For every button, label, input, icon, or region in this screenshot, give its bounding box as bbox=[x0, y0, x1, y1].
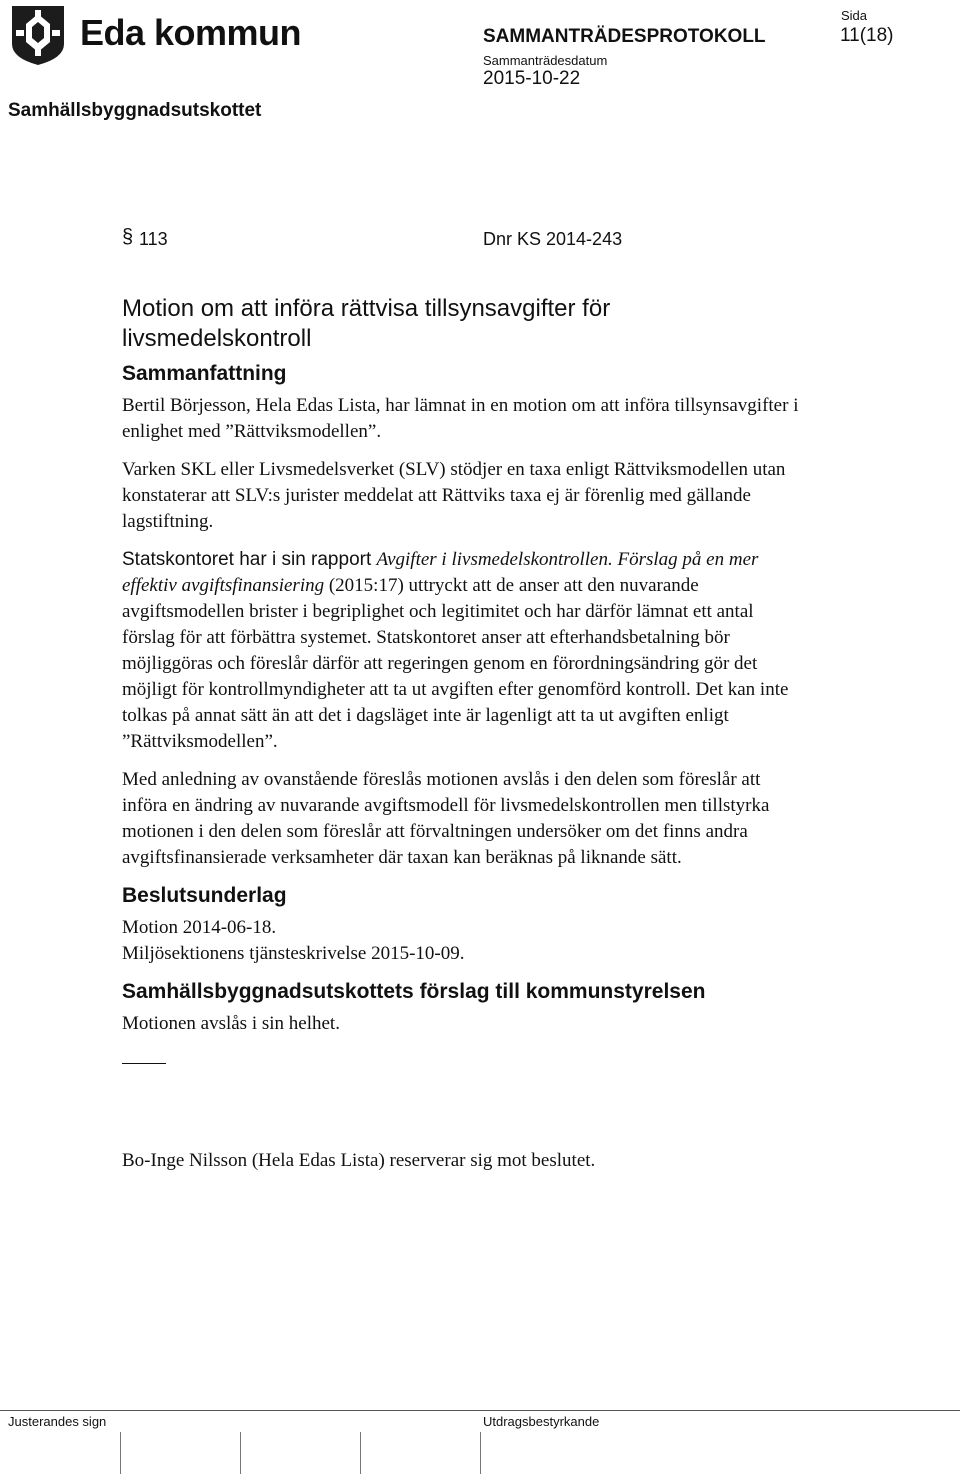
summary-heading: Sammanfattning bbox=[122, 362, 287, 385]
signature-box-divider bbox=[240, 1432, 241, 1474]
summary-paragraph-2: Varken SKL eller Livsmedelsverket (SLV) stödjer en taxa enligt Rättviksmodellen utan konstaterar att SLV:s jurister meddelat att Rättviks taxa ej är förenlig med gällande lagstiftning. bbox=[122, 459, 786, 532]
case-title-line-2: livsmedelskontroll bbox=[122, 325, 312, 352]
page-number: 11(18) bbox=[840, 25, 894, 46]
summary-paragraph-1: Bertil Börjesson, Hela Edas Lista, har lämnat in en motion om att införa tillsynsavgifter i enlighet med ”Rättviksmodellen”. bbox=[122, 395, 799, 442]
separator-line bbox=[122, 1063, 166, 1064]
summary-paragraph-4: Med anledning av ovanstående föreslås motionen avslås i den delen som föreslår att införa en ändring av nuvarande avgiftsmodell för livsmedelskontrollen men tillstyrka motionen i den delen som föreslår att förvaltningen undersöker om det finns andra avgiftsfinansierade verksamheter där taxan kan beräknas på liknande sätt. bbox=[122, 769, 770, 868]
registration-number: Dnr KS 2014-243 bbox=[483, 229, 623, 249]
logo-wordmark: Eda kommun bbox=[80, 12, 302, 53]
proposal-text: Motionen avslås i sin helhet. bbox=[122, 1013, 340, 1034]
committee-name: Samhällsbyggnadsutskottet bbox=[8, 100, 262, 121]
footer-divider bbox=[0, 1410, 960, 1411]
signature-box-divider bbox=[120, 1432, 121, 1474]
proposal-heading: Samhällsbyggnadsutskottets förslag till kommunstyrelsen bbox=[122, 980, 706, 1003]
extract-certification-label: Utdragsbestyrkande bbox=[483, 1414, 600, 1429]
report-intro: Statskontoret har i sin rapport bbox=[122, 549, 377, 570]
signature-box-divider bbox=[480, 1432, 481, 1474]
section-sign: § bbox=[122, 226, 134, 248]
adjuster-sign-label: Justerandes sign bbox=[8, 1414, 107, 1429]
meeting-date-label: Sammanträdesdatum bbox=[483, 53, 608, 68]
case-number: 113 bbox=[139, 229, 168, 249]
decision-basis-heading: Beslutsunderlag bbox=[122, 884, 287, 907]
reservation-text: Bo-Inge Nilsson (Hela Edas Lista) reserverar sig mot beslutet. bbox=[122, 1150, 596, 1171]
report-text: (2015:17) uttryckt att de anser att den nuvarande avgiftsmodellen brister i begriplighet och legitimitet och har därför lämnat ett antal förslag för att förbättra systemet. Statskontoret anser att efterhandsbetalning bör möjliggöras och föreslår därför att regeringen genom en förordningsändring gör det möjligt för kontrollmyndigheter att ta ut avgiften efter genomförd kontroll. Det kan inte tolkas på annat sätt än att det i dagsläget inte är lagenligt att ta ut avgiften enligt ”Rättviksmodellen”. bbox=[122, 575, 789, 752]
document-type: SAMMANTRÄDESPROTOKOLL bbox=[483, 26, 766, 47]
protocol-body bbox=[122, 294, 802, 1184]
summary-paragraph-3 bbox=[122, 547, 802, 755]
municipality-logo-icon bbox=[8, 4, 68, 66]
signature-box-divider bbox=[360, 1432, 361, 1474]
case-title bbox=[122, 294, 802, 354]
report-title: Avgifter i livsmedelskontrollen. Förslag på en mer effektiv avgiftsfinansiering bbox=[122, 549, 759, 596]
decision-basis-item-1: Motion 2014-06-18. bbox=[122, 917, 277, 938]
case-title-line-1: Motion om att införa rättvisa tillsynsavgifter för bbox=[122, 295, 611, 322]
page-label: Sida bbox=[841, 8, 868, 23]
decision-basis-item-2: Miljösektionens tjänsteskrivelse 2015-10-09. bbox=[122, 943, 465, 964]
meeting-date: 2015-10-22 bbox=[483, 68, 581, 89]
